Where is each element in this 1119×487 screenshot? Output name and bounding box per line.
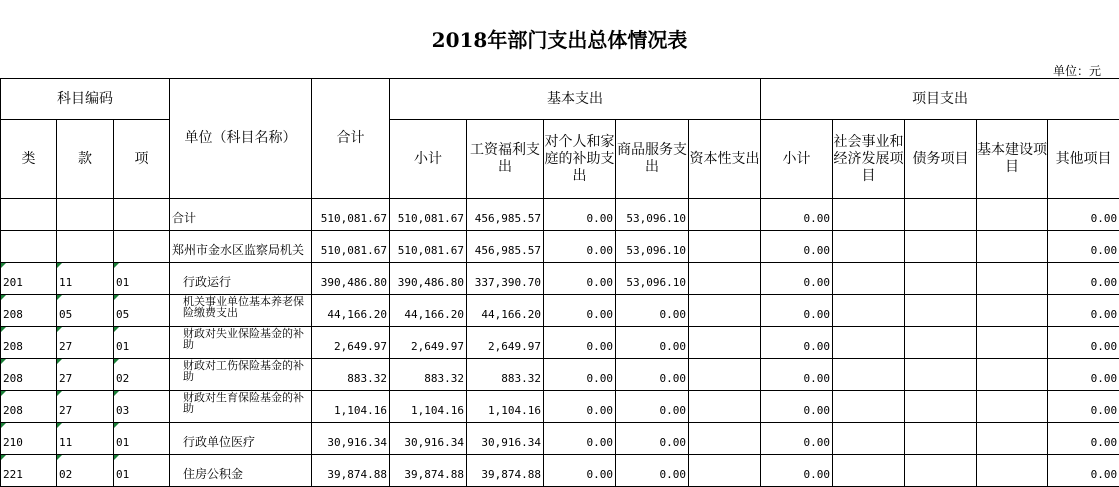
cell-project-subtotal: 0.00 [761, 231, 833, 263]
cell-xiang: 01 [114, 263, 170, 295]
cell-debt [905, 199, 977, 231]
cell-goods: 0.00 [616, 327, 689, 359]
cell-lei [1, 199, 57, 231]
cell-capital [689, 327, 761, 359]
cell-capital [689, 199, 761, 231]
cell-lei [1, 231, 57, 263]
cell-kuan: 27 [57, 391, 114, 423]
cell-basic-subtotal: 510,081.67 [390, 231, 467, 263]
cell-name: 机关事业单位基本养老保险缴费支出 [170, 295, 312, 327]
cell-debt [905, 295, 977, 327]
cell-project-subtotal: 0.00 [761, 359, 833, 391]
table-row [1, 231, 1119, 263]
header-other: 其他项目 [1048, 120, 1119, 199]
cell-project-subtotal: 0.00 [761, 327, 833, 359]
header-debt: 债务项目 [905, 120, 977, 199]
cell-lei: 201 [1, 263, 57, 295]
cell-xiang: 05 [114, 295, 170, 327]
cell-lei: 210 [1, 423, 57, 455]
cell-total: 510,081.67 [312, 199, 390, 231]
cell-project-subtotal: 0.00 [761, 263, 833, 295]
cell-capital [689, 359, 761, 391]
table-row [1, 295, 1119, 327]
cell-name: 财政对工伤保险基金的补助 [170, 359, 312, 391]
cell-goods: 0.00 [616, 359, 689, 391]
header-basic: 基本支出 [390, 79, 761, 120]
cell-basic-subtotal: 510,081.67 [390, 199, 467, 231]
cell-capital [689, 455, 761, 487]
cell-goods: 53,096.10 [616, 231, 689, 263]
cell-salary: 456,985.57 [467, 199, 544, 231]
cell-goods: 0.00 [616, 391, 689, 423]
cell-other: 0.00 [1048, 359, 1119, 391]
header-personal: 对个人和家庭的补助支出 [544, 120, 616, 199]
cell-xiang: 03 [114, 391, 170, 423]
header-basic-subtotal: 小计 [390, 120, 467, 199]
cell-goods: 0.00 [616, 455, 689, 487]
cell-salary: 1,104.16 [467, 391, 544, 423]
cell-personal: 0.00 [544, 391, 616, 423]
unit-label: 单位：元 [1053, 62, 1101, 79]
cell-salary: 337,390.70 [467, 263, 544, 295]
cell-social [833, 359, 905, 391]
table-row [1, 359, 1119, 391]
cell-kuan: 27 [57, 359, 114, 391]
cell-xiang: 01 [114, 423, 170, 455]
header-total: 合计 [312, 79, 390, 199]
cell-total: 883.32 [312, 359, 390, 391]
cell-lei: 208 [1, 391, 57, 423]
cell-project-subtotal: 0.00 [761, 295, 833, 327]
cell-total: 39,874.88 [312, 455, 390, 487]
cell-construction [977, 391, 1048, 423]
cell-lei: 208 [1, 327, 57, 359]
header-row-2 [1, 120, 1119, 199]
header-kuan: 款 [57, 120, 114, 199]
cell-salary: 39,874.88 [467, 455, 544, 487]
table-row [1, 455, 1119, 487]
cell-capital [689, 263, 761, 295]
header-xiang: 项 [114, 120, 170, 199]
header-capital: 资本性支出 [689, 120, 761, 199]
cell-social [833, 423, 905, 455]
cell-basic-subtotal: 390,486.80 [390, 263, 467, 295]
cell-other: 0.00 [1048, 423, 1119, 455]
header-project-subtotal: 小计 [761, 120, 833, 199]
cell-basic-subtotal: 2,649.97 [390, 327, 467, 359]
cell-debt [905, 423, 977, 455]
cell-project-subtotal: 0.00 [761, 423, 833, 455]
cell-social [833, 391, 905, 423]
cell-other: 0.00 [1048, 231, 1119, 263]
cell-name: 合计 [170, 199, 312, 231]
cell-construction [977, 231, 1048, 263]
cell-total: 390,486.80 [312, 263, 390, 295]
cell-name: 行政运行 [170, 263, 312, 295]
cell-capital [689, 231, 761, 263]
cell-salary: 2,649.97 [467, 327, 544, 359]
table-row [1, 263, 1119, 295]
cell-construction [977, 295, 1048, 327]
cell-total: 44,166.20 [312, 295, 390, 327]
cell-debt [905, 231, 977, 263]
cell-lei: 208 [1, 359, 57, 391]
table-row [1, 423, 1119, 455]
table-row [1, 327, 1119, 359]
header-unit-name: 单位（科目名称） [170, 79, 312, 199]
cell-other: 0.00 [1048, 327, 1119, 359]
cell-social [833, 327, 905, 359]
cell-total: 510,081.67 [312, 231, 390, 263]
cell-social [833, 263, 905, 295]
cell-name: 行政单位医疗 [170, 423, 312, 455]
cell-name: 财政对失业保险基金的补助 [170, 327, 312, 359]
header-social: 社会事业和经济发展项目 [833, 120, 905, 199]
cell-salary: 44,166.20 [467, 295, 544, 327]
cell-construction [977, 423, 1048, 455]
cell-personal: 0.00 [544, 423, 616, 455]
cell-kuan [57, 231, 114, 263]
cell-capital [689, 423, 761, 455]
table-row [1, 391, 1119, 423]
cell-project-subtotal: 0.00 [761, 391, 833, 423]
cell-personal: 0.00 [544, 231, 616, 263]
header-lei: 类 [1, 120, 57, 199]
cell-personal: 0.00 [544, 295, 616, 327]
cell-personal: 0.00 [544, 327, 616, 359]
cell-personal: 0.00 [544, 455, 616, 487]
cell-debt [905, 455, 977, 487]
cell-capital [689, 295, 761, 327]
expenditure-table [0, 78, 1119, 487]
cell-construction [977, 263, 1048, 295]
cell-xiang: 01 [114, 327, 170, 359]
cell-debt [905, 359, 977, 391]
cell-basic-subtotal: 1,104.16 [390, 391, 467, 423]
cell-kuan [57, 199, 114, 231]
cell-construction [977, 455, 1048, 487]
cell-name: 郑州市金水区监察局机关 [170, 231, 312, 263]
cell-personal: 0.00 [544, 199, 616, 231]
cell-other: 0.00 [1048, 263, 1119, 295]
cell-salary: 30,916.34 [467, 423, 544, 455]
cell-social [833, 231, 905, 263]
cell-personal: 0.00 [544, 263, 616, 295]
page-title: 2018年部门支出总体情况表 [0, 24, 1119, 53]
cell-kuan: 11 [57, 423, 114, 455]
cell-goods: 53,096.10 [616, 263, 689, 295]
cell-goods: 0.00 [616, 295, 689, 327]
cell-kuan: 02 [57, 455, 114, 487]
cell-basic-subtotal: 30,916.34 [390, 423, 467, 455]
cell-other: 0.00 [1048, 199, 1119, 231]
cell-total: 1,104.16 [312, 391, 390, 423]
cell-total: 2,649.97 [312, 327, 390, 359]
cell-social [833, 295, 905, 327]
cell-kuan: 27 [57, 327, 114, 359]
cell-lei: 208 [1, 295, 57, 327]
cell-debt [905, 263, 977, 295]
cell-kuan: 05 [57, 295, 114, 327]
header-goods: 商品服务支出 [616, 120, 689, 199]
cell-project-subtotal: 0.00 [761, 455, 833, 487]
cell-debt [905, 391, 977, 423]
cell-project-subtotal: 0.00 [761, 199, 833, 231]
cell-goods: 53,096.10 [616, 199, 689, 231]
cell-debt [905, 327, 977, 359]
cell-capital [689, 391, 761, 423]
header-salary: 工资福利支出 [467, 120, 544, 199]
cell-total: 30,916.34 [312, 423, 390, 455]
cell-goods: 0.00 [616, 423, 689, 455]
header-row-1 [1, 79, 1119, 120]
cell-basic-subtotal: 883.32 [390, 359, 467, 391]
cell-xiang: 01 [114, 455, 170, 487]
cell-xiang [114, 231, 170, 263]
cell-name: 财政对生育保险基金的补助 [170, 391, 312, 423]
cell-xiang: 02 [114, 359, 170, 391]
cell-construction [977, 327, 1048, 359]
cell-name: 住房公积金 [170, 455, 312, 487]
cell-other: 0.00 [1048, 295, 1119, 327]
cell-xiang [114, 199, 170, 231]
cell-kuan: 11 [57, 263, 114, 295]
header-project: 项目支出 [761, 79, 1119, 120]
cell-salary: 456,985.57 [467, 231, 544, 263]
cell-lei: 221 [1, 455, 57, 487]
table-row [1, 199, 1119, 231]
header-subject-code: 科目编码 [1, 79, 170, 120]
cell-social [833, 455, 905, 487]
cell-basic-subtotal: 44,166.20 [390, 295, 467, 327]
cell-other: 0.00 [1048, 391, 1119, 423]
cell-construction [977, 199, 1048, 231]
cell-basic-subtotal: 39,874.88 [390, 455, 467, 487]
cell-personal: 0.00 [544, 359, 616, 391]
cell-construction [977, 359, 1048, 391]
cell-social [833, 199, 905, 231]
header-construction: 基本建设项目 [977, 120, 1048, 199]
cell-other: 0.00 [1048, 455, 1119, 487]
cell-salary: 883.32 [467, 359, 544, 391]
